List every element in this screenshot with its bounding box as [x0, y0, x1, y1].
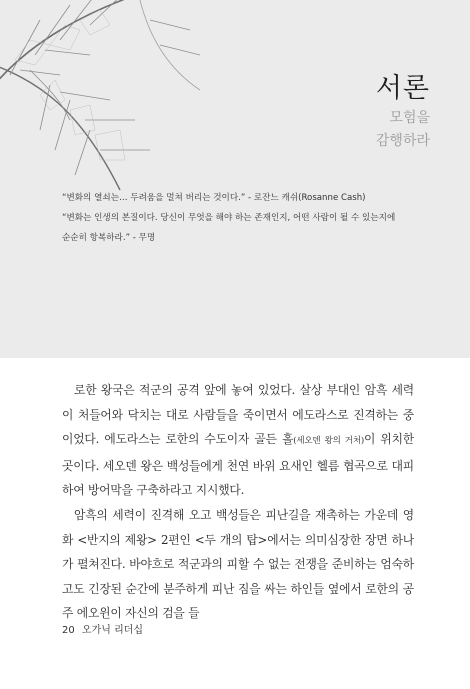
epigraph-quotes [62, 188, 422, 248]
chapter-subtitle-line2: 감행하라 [375, 133, 430, 149]
epigraph-quote-2-line2: 순순히 항복하라.” - 무명 [62, 233, 156, 243]
paragraph-1-note: (세오덴 왕의 거처) [293, 436, 364, 447]
body-text [62, 378, 414, 626]
body-paragraph-2: 암흑의 세력이 진격해 오고 백성들은 피난길을 재촉하는 가운데 영화 <반지의 제왕> 2편인 <두 개의 탑>에서는 의미심장한 장면 하나가 펼쳐진다. 바야흐로 적군과의 피할 수 없는 전쟁을 준비하는 엄숙하고도 긴장된 순간에 분주하게 피난 짐을 싸는 하인들 옆에서 로한의 공주 에오윈이 자신의 검을 들 [62, 507, 414, 621]
page-number: 20 [62, 625, 75, 636]
epigraph-quote-1: “변화의 열쇠는… 두려움을 멀쳐 버리는 것이다.” - 로잔느 캐쉬(Rosanne Cash) [62, 193, 366, 203]
chapter-title: 서론 [375, 73, 430, 104]
leaf-skeleton-illustration [0, 0, 200, 200]
body-paragraph-1 [62, 378, 414, 503]
running-title: 오가닉 리더십 [81, 625, 144, 636]
epigraph-quote-2-line1: “변화는 인생의 본질이다. 당신이 무엇을 해야 하는 존재인지, 어떤 사람이 될 수 있는지에 [62, 213, 396, 223]
paragraph-1-part-b: 이 위치한 곳이다. 세오덴 왕은 백성들에게 천연 바위 요새인 헬름 협곡으로 대피하여 방어막을 구축하라고 지시했다. [62, 432, 414, 498]
paragraph-1-part-a: 로한 왕국은 적군의 공격 앞에 놓여 있었다. 살상 부대인 암흑 세력이 처들어와 닥치는 대로 사람들을 죽이면서 에도라스로 진격하는 중이었다. 에도라스는 로한의 수도이자 골든 홀 [62, 383, 414, 447]
chapter-subtitle-line1: 모험을 [389, 110, 430, 126]
page-footer [62, 621, 147, 636]
